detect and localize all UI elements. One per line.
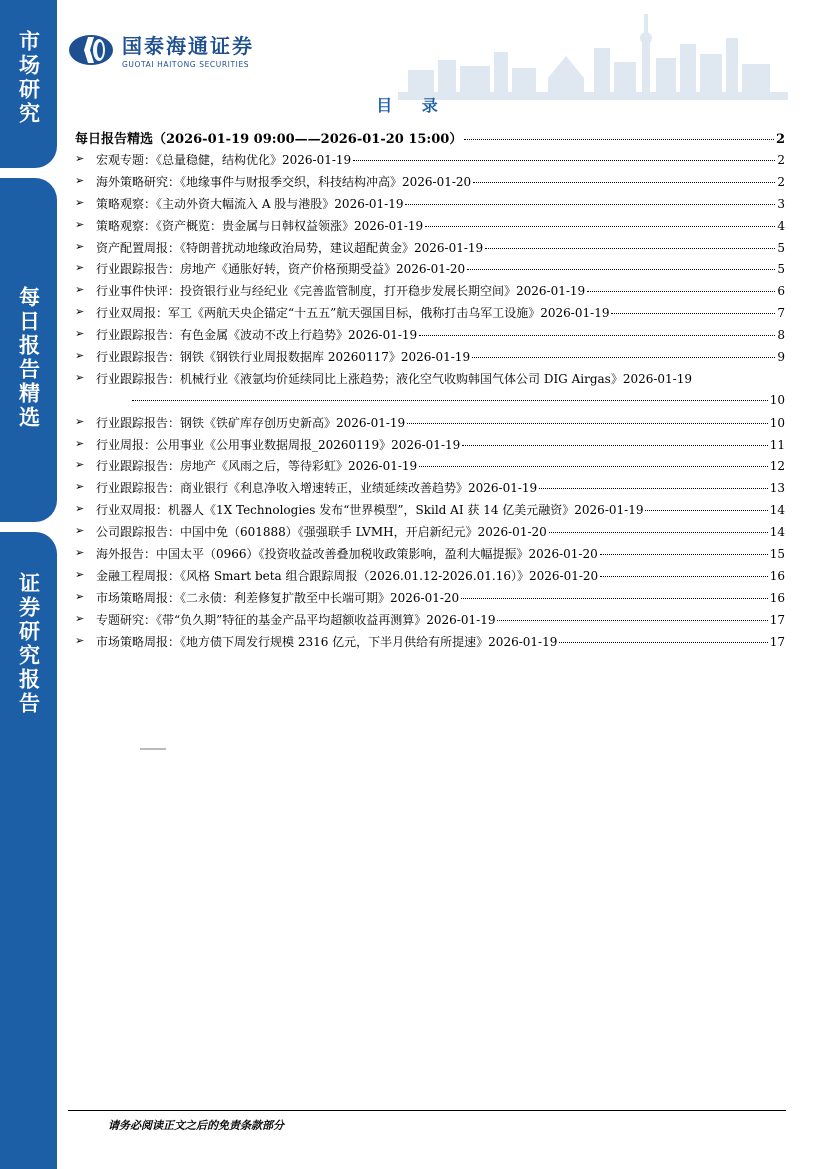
arrow-bullet-icon: ➢ (75, 239, 85, 253)
toc-entry[interactable] (75, 326, 785, 348)
arrow-bullet-icon: ➢ (75, 195, 85, 209)
logo-english-name: GUOTAI HAITONG SECURITIES (122, 60, 250, 69)
toc-entry-text: 行业事件快评：投资银行业与经纪业《完善监管制度，打开稳步发展长期空间》2026-01-19 (96, 284, 586, 299)
toc-entry[interactable] (75, 567, 785, 589)
toc-entry[interactable] (75, 611, 785, 633)
arrow-bullet-icon: ➢ (75, 414, 85, 428)
toc-leader (587, 291, 775, 292)
arrow-bullet-icon: ➢ (75, 589, 85, 603)
toc-entry-page: 5 (777, 240, 785, 255)
toc-leader (549, 532, 768, 533)
logo-mark-icon (68, 34, 114, 66)
toc-entry-text: 专题研究：《带“负久期”特征的基金产品平均超额收益再测算》2026-01-19 (96, 612, 496, 627)
arrow-bullet-icon: ➢ (75, 633, 85, 647)
footer-divider (68, 1110, 786, 1111)
toc-entry-text: 行业跟踪报告：钢铁《铁矿库存创历史新高》2026-01-19 (96, 415, 406, 430)
toc-entry[interactable] (75, 348, 785, 370)
toc-entry-page: 7 (777, 306, 785, 321)
arrow-bullet-icon: ➢ (75, 524, 85, 538)
toc-entry-text: 行业跟踪报告：有色金属《波动不改上行趋势》2026-01-19 (96, 328, 418, 343)
toc-entry-text: 海外策略研究：《地缘事件与财报季交织，科技结构冲高》2026-01-20 (96, 174, 472, 189)
toc-entry-text: 市场策略周报：《地方债下周发行规模 2316 亿元，下半月供给有所提速》2026-01-19 (96, 634, 558, 649)
toc-entry-page: 15 (769, 547, 785, 562)
toc-entry[interactable] (75, 370, 785, 414)
arrow-bullet-icon: ➢ (75, 480, 85, 494)
arrow-bullet-icon: ➢ (75, 217, 85, 231)
toc-entry-text: 行业双周报：机器人《1X Technologies 发布“世界模型”，Skild AI 获 14 亿美元融资》2026-01-19 (96, 503, 644, 518)
toc-leader (462, 445, 767, 446)
toc-entry-page: 17 (769, 612, 785, 627)
toc-entry[interactable] (75, 523, 785, 545)
footer-disclaimer: 请务必阅读正文之后的免责条款部分 (108, 1119, 284, 1132)
arrow-bullet-icon: ➢ (75, 458, 85, 472)
toc-entry-text: 策略观察：《资产概览：贵金属与日韩权益领涨》2026-01-19 (96, 218, 424, 233)
page-header (68, 30, 788, 90)
toc-leader (559, 642, 767, 643)
toc-leader (419, 335, 775, 336)
toc-heading-text: 每日报告精选（2026-01-19 09:00——2026-01-20 15:00） (75, 132, 463, 147)
toc-leader (407, 423, 768, 424)
faint-mark (140, 748, 166, 750)
logo-chinese-name: 国泰海通证券 (122, 34, 254, 58)
sidebar-tab-label: 每日报告精选 (16, 286, 41, 430)
toc-entry[interactable] (75, 260, 785, 282)
toc-entry[interactable] (75, 589, 785, 611)
arrow-bullet-icon: ➢ (75, 327, 85, 341)
toc-entry-page: 4 (777, 218, 785, 233)
sidebar-tab-daily-selection (0, 178, 57, 522)
sidebar-tab-market-research (0, 0, 57, 168)
toc-entry-page: 10 (769, 415, 785, 430)
toc-leader (539, 488, 768, 489)
toc-entry-page: 5 (777, 262, 785, 277)
toc-leader (461, 598, 768, 599)
toc-leader (132, 400, 768, 401)
arrow-bullet-icon: ➢ (75, 611, 85, 625)
toc-title: 目 录 (376, 96, 450, 115)
toc-entry-page: 8 (777, 328, 785, 343)
toc-leader (425, 226, 775, 227)
toc-leader (611, 313, 775, 314)
toc-entry[interactable] (75, 501, 785, 523)
toc-leader (467, 269, 775, 270)
arrow-bullet-icon: ➢ (75, 370, 85, 384)
toc-entry-text: 海外报告：中国太平（0966）《投资收益改善叠加税收政策影响，盈利大幅提振》2026-01-20 (96, 547, 598, 562)
toc-entry-text: 行业跟踪报告：商业银行《利息净收入增速转正，业绩延续改善趋势》2026-01-19 (96, 481, 538, 496)
toc-entry-page: 16 (769, 590, 785, 605)
toc-entry-text: 金融工程周报：《风格 Smart beta 组合跟踪周报（2026.01.12-2026.01.16）》2026-01-20 (96, 568, 599, 583)
toc-entry-page: 2 (777, 153, 785, 167)
toc-entry-text: 行业跟踪报告：房地产《风雨之后，等待彩虹》2026-01-19 (96, 459, 418, 474)
toc-entry[interactable] (75, 217, 785, 239)
toc-leader (405, 204, 775, 205)
toc-entry-page: 12 (769, 459, 785, 474)
toc-entry[interactable] (75, 479, 785, 501)
toc-leader (645, 510, 767, 511)
toc-entry[interactable] (75, 457, 785, 479)
toc-entry[interactable] (75, 282, 785, 304)
toc-leader (472, 357, 775, 358)
toc-leader (419, 466, 768, 467)
toc-leader (353, 160, 775, 161)
toc-leader (485, 248, 775, 249)
toc-entry[interactable] (75, 436, 785, 458)
arrow-bullet-icon: ➢ (75, 173, 85, 187)
toc-entry[interactable] (75, 633, 785, 655)
company-logo (68, 30, 254, 69)
arrow-bullet-icon: ➢ (75, 349, 85, 363)
toc-entry-text: 宏观专题：《总量稳健，结构优化》2026-01-19 (96, 153, 352, 167)
sidebar-tab-securities-report (0, 532, 57, 1169)
arrow-bullet-icon: ➢ (75, 261, 85, 275)
arrow-bullet-icon: ➢ (75, 502, 85, 516)
toc-entry-text: 策略观察：《主动外资大幅流入 A 股与港股》2026-01-19 (96, 196, 404, 211)
arrow-bullet-icon: ➢ (75, 567, 85, 581)
toc-entry-text: 行业跟踪报告：机械行业《液氩均价延续同比上涨趋势；液化空气收购韩国气体公司 DIG Airgas》2026-01-19 (96, 371, 693, 386)
toc-entry[interactable] (75, 195, 785, 217)
toc-entry-page: 14 (769, 525, 785, 540)
sidebar-tab-label: 证券研究报告 (16, 572, 41, 716)
toc-entry-text: 行业双周报：军工《两航天央企锚定“十五五”航天强国目标，俄称打击乌军工设施》2026-01-19 (96, 306, 610, 321)
arrow-bullet-icon: ➢ (75, 152, 85, 165)
toc-list (75, 151, 785, 655)
toc-entry[interactable] (75, 304, 785, 326)
arrow-bullet-icon: ➢ (75, 436, 85, 450)
sidebar-tab-label: 市场研究 (16, 30, 41, 126)
toc-entry-page: 11 (769, 437, 785, 452)
toc-entry-page: 16 (769, 568, 785, 583)
toc-entry-text: 资产配置周报：《特朗普扰动地缘政治局势，建议超配黄金》2026-01-19 (96, 240, 484, 255)
toc-entry-page: 10 (769, 392, 785, 407)
arrow-bullet-icon: ➢ (75, 283, 85, 297)
toc-entry-page: 13 (769, 481, 785, 496)
toc-entry-text: 行业周报：公用事业《公用事业数据周报_20260119》2026-01-19 (96, 437, 461, 452)
toc-entry-page: 6 (777, 284, 785, 299)
toc-leader (473, 182, 775, 183)
toc-leader (600, 554, 768, 555)
toc-leader (464, 139, 774, 140)
toc-entry-page: 17 (769, 634, 785, 649)
sidebar (0, 0, 57, 1169)
toc-entry[interactable] (75, 414, 785, 436)
toc-entry-page: 2 (777, 174, 785, 189)
arrow-bullet-icon: ➢ (75, 305, 85, 319)
toc-entry[interactable] (75, 239, 785, 261)
toc-entry-text: 行业跟踪报告：钢铁《钢铁行业周报数据库 20260117》2026-01-19 (96, 350, 471, 365)
toc-entry-text: 公司跟踪报告：中国中免（601888）《强强联手 LVMH，开启新纪元》2026-01-20 (96, 525, 547, 540)
toc-heading-page: 2 (775, 132, 785, 147)
toc-entry-page: 9 (777, 350, 785, 365)
city-skyline-watermark-icon (398, 8, 788, 100)
toc-leader (600, 576, 768, 577)
toc-leader (497, 620, 767, 621)
toc-heading[interactable] (75, 128, 785, 147)
toc-entry[interactable] (75, 545, 785, 567)
toc-entry-text: 行业跟踪报告：房地产《通胀好转，资产价格预期受益》2026-01-20 (96, 262, 466, 277)
toc-entry[interactable] (75, 151, 785, 173)
toc-entry-page: 14 (769, 503, 785, 518)
arrow-bullet-icon: ➢ (75, 546, 85, 560)
toc-entry-page: 3 (777, 196, 785, 211)
toc-entry-text: 市场策略周报：《二永债：利差修复扩散至中长端可期》2026-01-20 (96, 590, 460, 605)
toc-entry[interactable] (75, 173, 785, 195)
